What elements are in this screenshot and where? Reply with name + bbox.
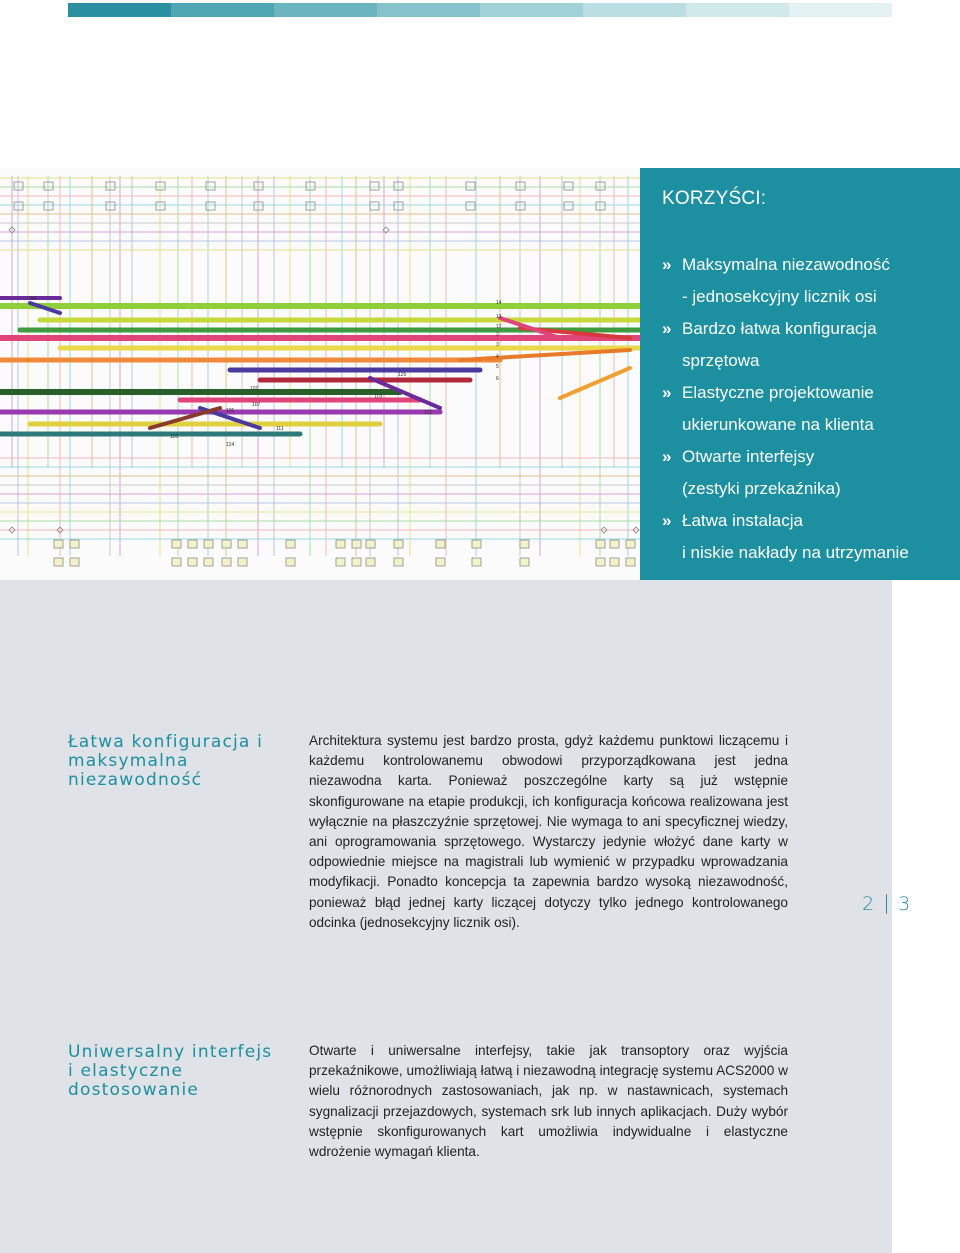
top-bar-segment [480, 3, 583, 17]
heading-line: maksymalna [68, 751, 189, 771]
benefit-item [662, 441, 952, 505]
svg-text:13: 13 [496, 314, 502, 320]
benefit-line-2: i niskie nakłady na utrzymanie [682, 543, 909, 562]
svg-text:102: 102 [250, 386, 259, 392]
heading-line: niezawodność [68, 770, 203, 790]
benefit-line-1: Elastyczne projektowanie [682, 383, 874, 402]
page-edge-curve [818, 580, 960, 1253]
section-heading-configuration [68, 733, 263, 790]
benefits-list [662, 249, 952, 569]
benefit-line-2: ukierunkowane na klienta [682, 415, 874, 434]
top-bar-segment [789, 3, 892, 17]
section-body-configuration: Architektura systemu jest bardzo prosta, gdyż każdemu punktowi liczącemu i każdemu kontrolowanemu obwodowi przyporządkowana jest jedna niezawodna karta. Ponieważ poszczególne karty są już wstępnie skonfigurowane na etapie produkcji, ich konfiguracja końcowa realizowana jest wyłącznie na płaszczyźnie sprzętowej. Nie wymaga to ani specyficznej wiedzy, ani oprogramowania sprzętowego. Wystarczy jedynie włożyć dane karty w odpowiednie miejsce na magistrali lub wymienić w przypadku wprowadzania modyfikacji. Ponadto koncepcja ta zapewnia bardzo wysoką niezawodność, ponieważ błąd jednej karty liczącej dotyczy tylko jednego kontrolowanego odcinka (jednosekcyjny licznik osi). [309, 733, 788, 930]
page-number-right: 3 [898, 893, 912, 915]
benefit-line-1: Bardzo łatwa konfiguracja [682, 319, 877, 338]
page-number-divider [886, 894, 887, 914]
svg-text:111: 111 [276, 426, 284, 432]
top-bar-segment [68, 3, 171, 17]
benefits-title: KORZYŚCI: [662, 188, 767, 209]
benefit-line-2: sprzętowa [682, 351, 760, 370]
benefit-item [662, 313, 952, 377]
top-bar-segment [686, 3, 789, 17]
top-bar-segment [583, 3, 686, 17]
benefit-item [662, 249, 952, 313]
svg-text:12: 12 [496, 324, 502, 330]
section-body-interface: Otwarte i uniwersalne interfejsy, takie jak transoptory oraz wyjścia przekaźnikowe, umożliwiają łatwą i niezawodną integrację systemu ACS2000 w wielu różnorodnych zastosowaniach, jak np. w nastawnicach, systemach sygnalizacji przejazdowych, systemach srk lub innych aplikacjach. Duży wybór wstępnie skonfigurowanych kart umożliwia indywidualne i elastyczne wdrożenie wymagań klienta. [309, 1043, 788, 1160]
benefit-line-1: Maksymalna niezawodność [682, 255, 890, 274]
heading-line: dostosowanie [68, 1080, 200, 1100]
top-bar-segment [377, 3, 480, 17]
svg-text:116: 116 [170, 434, 178, 440]
top-color-bar [68, 3, 892, 17]
heading-line: Uniwersalny interfejs [68, 1042, 273, 1062]
double-chevron-icon: » [662, 383, 670, 402]
benefit-line-1: Otwarte interfejsy [682, 447, 815, 466]
svg-text:5: 5 [496, 364, 499, 370]
page-numbers [862, 893, 911, 915]
svg-text:6: 6 [496, 376, 499, 382]
heading-line: Łatwa konfiguracja i [68, 732, 264, 752]
benefit-line-1: Łatwa instalacja [682, 511, 803, 530]
svg-text:124: 124 [226, 442, 235, 448]
heading-line: i elastyczne [68, 1061, 184, 1081]
svg-text:2: 2 [496, 332, 499, 338]
benefit-line-2: (zestyki przekaźnika) [682, 479, 841, 498]
railway-schematic-image [0, 168, 640, 580]
svg-text:105: 105 [226, 408, 235, 414]
svg-text:14: 14 [496, 300, 502, 306]
double-chevron-icon: » [662, 319, 670, 338]
svg-text:3: 3 [496, 342, 499, 348]
svg-text:4: 4 [496, 354, 499, 360]
double-chevron-icon: » [662, 447, 670, 466]
top-bar-segment [171, 3, 274, 17]
page-number-left: 2 [862, 893, 876, 915]
svg-text:104: 104 [28, 296, 37, 302]
svg-text:119: 119 [374, 394, 382, 400]
svg-text:121: 121 [424, 410, 433, 416]
benefit-item [662, 505, 952, 569]
double-chevron-icon: » [662, 511, 670, 530]
top-bar-segment [274, 3, 377, 17]
section-heading-interface [68, 1043, 272, 1100]
benefit-item [662, 377, 952, 441]
double-chevron-icon: » [662, 255, 670, 274]
svg-text:125: 125 [398, 372, 407, 378]
benefits-panel [640, 168, 960, 580]
benefit-line-2: - jednosekcyjny licznik osi [682, 287, 877, 306]
svg-text:107: 107 [252, 402, 261, 408]
railway-track-schematic-icon [0, 168, 640, 580]
